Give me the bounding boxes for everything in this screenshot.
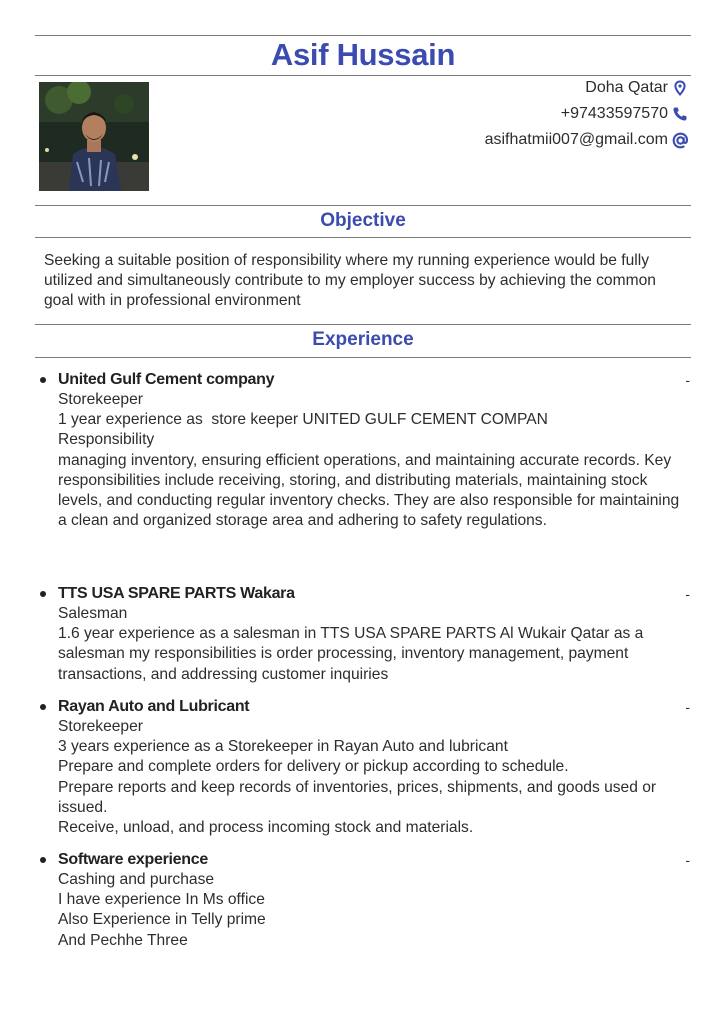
contact-location (288, 78, 688, 98)
entry-detail: managing inventory, ensuring efficient operations, and maintaining accurate records. Key responsibilities include receiving, storing, and distributing materials, maintaining stock levels, and conducting regular inventory checks. They are also responsible for maintaining a clean and organized storage area and adhering to safety regulations. (58, 451, 684, 530)
email-text[interactable]: asifhatmii007@gmail.com (484, 131, 668, 148)
header-rule (35, 75, 691, 76)
entry-detail: 1.6 year experience as a salesman in TTS USA SPARE PARTS Al Wukair Qatar as a salesman my responsibilities is order processing, inventory management, payment transactions, and addressing customer inquiries (58, 625, 648, 683)
company-name: TTS USA SPARE PARTS Wakara (58, 585, 295, 602)
entry-detail: 1 year experience as store keeper UNITED GULF CEMENT COMPAN (58, 411, 548, 429)
entry-detail: 3 years experience as a Storekeeper in Rayan Auto and lubricant (58, 738, 508, 756)
company-name: Rayan Auto and Lubricant (58, 698, 250, 715)
experience-entry (40, 584, 690, 685)
entry-detail: Responsibility (58, 431, 155, 449)
objective-text: Seeking a suitable position of responsibility where my running experience would be fully utilized and simultaneously contribute to my employer success by achieving the common goal with in professional environment (44, 252, 656, 309)
entry-detail: I have experience In Ms office (58, 891, 265, 909)
entry-dates: - (685, 852, 690, 868)
entry-dates: - (685, 586, 690, 602)
entry-dates: - (685, 372, 690, 388)
job-title: Storekeeper (58, 391, 143, 408)
bullet-icon (40, 857, 46, 863)
phone-icon (672, 106, 688, 122)
objective-rule-top (35, 205, 691, 206)
experience-entry (40, 697, 690, 838)
experience-rule-bottom (35, 357, 691, 358)
location-text: Doha Qatar (585, 79, 668, 96)
entry-detail: Prepare and complete orders for delivery or pickup according to schedule. (58, 758, 569, 776)
bullet-icon (40, 704, 46, 710)
job-title: Salesman (58, 605, 128, 622)
experience-entry (40, 850, 690, 951)
entry-detail: And Pechhe Three (58, 931, 188, 949)
entry-detail: Also Experience in Telly prime (58, 911, 266, 929)
profile-photo (39, 82, 149, 191)
company-name: United Gulf Cement company (58, 371, 275, 388)
experience-entry (40, 370, 690, 531)
job-title: Storekeeper (58, 718, 143, 735)
objective-rule-bottom (35, 237, 691, 238)
candidate-name: Asif Hussain (270, 37, 456, 72)
bullet-icon (40, 591, 46, 597)
company-name: Software experience (58, 851, 208, 868)
phone-text: +97433597570 (560, 105, 668, 122)
entry-dates: - (685, 699, 690, 715)
entry-detail: Receive, unload, and process incoming stock and materials. (58, 819, 474, 837)
experience-heading: Experience (312, 329, 414, 350)
entry-detail: Cashing and purchase (58, 871, 215, 888)
experience-rule-top (35, 324, 691, 325)
map-pin-icon (672, 80, 688, 96)
bullet-icon (40, 377, 46, 383)
objective-heading: Objective (320, 210, 406, 231)
contact-phone (288, 104, 688, 124)
at-sign-icon (672, 132, 688, 148)
contact-email (288, 130, 688, 150)
entry-detail: Prepare reports and keep records of inventories, prices, shipments, and goods used or issued. (58, 778, 661, 816)
